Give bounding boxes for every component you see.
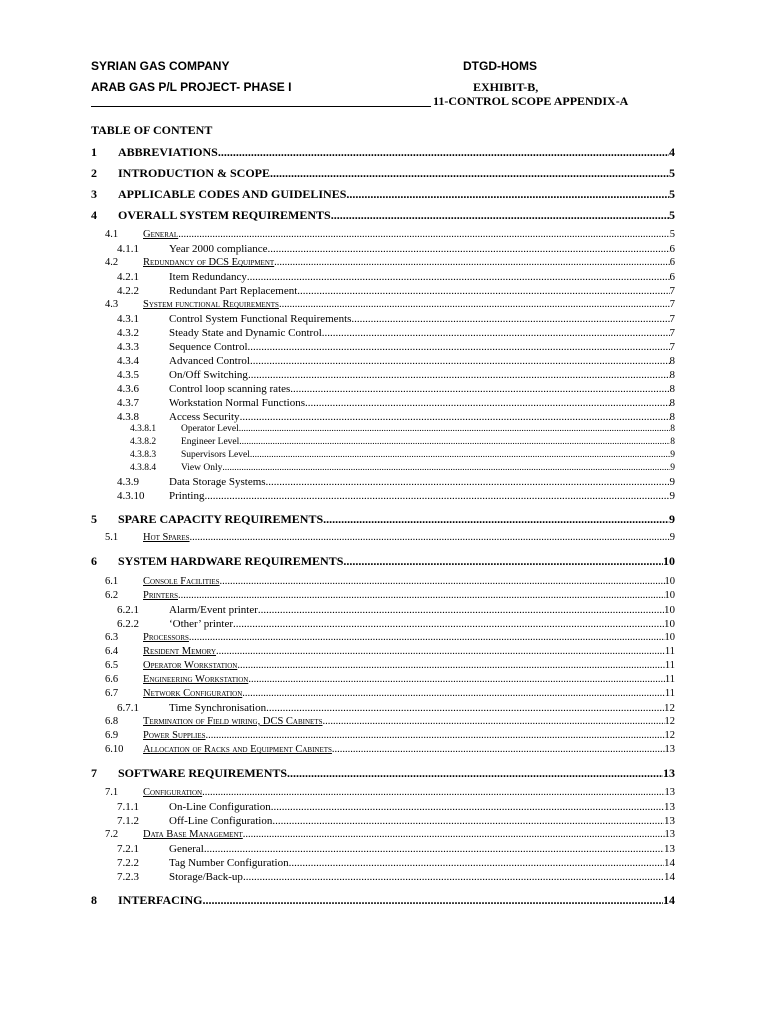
toc-entry[interactable]	[117, 604, 675, 616]
toc-entry-number: 7.2.2	[117, 857, 139, 869]
toc-entry-title: Data Storage Systems	[169, 476, 266, 488]
toc-entry[interactable]	[117, 476, 675, 488]
toc-entry-number: 4.3.1	[117, 313, 139, 325]
toc-entry-leader	[242, 688, 665, 699]
toc-entry-page: 10	[663, 554, 675, 568]
toc-entry-page: 8	[669, 411, 675, 423]
toc-entry-number: 4.3.8.3	[130, 450, 157, 460]
toc-entry[interactable]	[117, 843, 675, 855]
toc-entry[interactable]	[105, 744, 675, 755]
toc-entry-title: Printers	[143, 590, 179, 601]
toc-entry-page: 8	[670, 424, 675, 434]
toc-entry-page: 8	[669, 397, 675, 409]
toc-entry-number: 4.2	[105, 257, 119, 268]
toc-entry-leader	[248, 341, 670, 353]
toc-entry[interactable]	[117, 383, 675, 395]
exhibit-label: EXHIBIT-B,	[473, 80, 539, 94]
toc-entry-number: 6.7	[105, 688, 119, 699]
toc-entry[interactable]	[117, 857, 675, 869]
toc-entry-page: 11	[664, 660, 675, 671]
toc-entry-page: 13	[664, 829, 675, 840]
toc-entry-title: Operator Workstation	[143, 660, 238, 671]
toc-entry[interactable]	[91, 766, 675, 781]
toc-entry-title: Console Facilities	[143, 576, 220, 587]
toc-entry-number: 6	[91, 554, 97, 568]
toc-entry-number: 6.10	[105, 744, 124, 755]
toc-entry[interactable]	[117, 243, 675, 255]
toc-entry-page: 10	[664, 618, 675, 630]
toc-entry-number: 7.2.1	[117, 843, 139, 855]
toc-entry[interactable]	[105, 716, 675, 727]
toc-entry[interactable]	[117, 618, 675, 630]
toc-entry-title: Processors	[143, 632, 189, 643]
toc-entry[interactable]	[105, 257, 675, 268]
toc-entry-number: 5	[91, 512, 97, 526]
toc-entry-page: 14	[664, 857, 675, 869]
toc-entry-page: 12	[664, 702, 675, 714]
toc-entry-number: 4.2.1	[117, 271, 139, 283]
toc-entry[interactable]	[91, 554, 675, 569]
toc-entry[interactable]	[105, 532, 675, 543]
toc-entry-page: 13	[664, 744, 675, 755]
toc-entry-title: Access Security	[169, 411, 240, 423]
toc-entry-leader	[323, 512, 669, 527]
toc-entry[interactable]	[105, 299, 675, 310]
toc-entry-title: Storage/Back-up	[169, 871, 243, 883]
toc-entry[interactable]	[91, 145, 675, 160]
toc-entry-leader	[343, 554, 663, 569]
header-rule	[91, 106, 431, 107]
toc-entry-page: 10	[664, 576, 675, 587]
toc-entry-title: Engineer Level	[181, 437, 240, 447]
toc-entry-leader	[331, 208, 669, 223]
toc-entry-page: 8	[669, 355, 675, 367]
toc-entry-title: Data Base Management	[143, 829, 243, 840]
toc-entry-number: 6.5	[105, 660, 119, 671]
toc-entry-leader	[204, 490, 669, 502]
toc-entry-title: SPARE CAPACITY REQUIREMENTS	[118, 512, 324, 526]
toc-entry-title: Hot Spares	[143, 532, 190, 543]
toc-entry-number: 4.3.2	[117, 327, 139, 339]
toc-entry-number: 4.1.1	[117, 243, 139, 255]
toc-entry-leader	[266, 476, 670, 488]
toc-entry-page: 7	[669, 341, 675, 353]
toc-entry[interactable]	[117, 355, 675, 367]
toc-entry-page: 10	[664, 590, 675, 601]
toc-entry-title: Tag Number Configuration	[169, 857, 289, 869]
toc-entry[interactable]	[105, 632, 675, 643]
toc-entry-page: 7	[669, 299, 675, 310]
toc-entry-page: 7	[669, 285, 675, 297]
toc-entry-title: Power Supplies	[143, 730, 206, 741]
toc-entry[interactable]	[117, 327, 675, 339]
toc-entry-leader	[220, 576, 665, 587]
toc-entry-title: Workstation Normal Functions	[169, 397, 305, 409]
toc-entry-title: Off-Line Configuration	[169, 815, 273, 827]
toc-entry-page: 9	[669, 512, 675, 526]
toc-entry-title: ‘Other’ printer	[169, 618, 234, 630]
document-code: DTGD-HOMS	[463, 59, 537, 73]
toc-entry[interactable]	[105, 660, 675, 671]
toc-entry-leader	[190, 532, 670, 543]
toc-entry-leader	[248, 674, 665, 685]
toc-entry-number: 7.1	[105, 787, 119, 798]
project-name: ARAB GAS P/L PROJECT- PHASE I	[91, 80, 292, 94]
toc-entry-title: ABBREVIATIONS	[118, 145, 218, 159]
toc-entry-number: 4	[91, 208, 97, 222]
toc-entry-title: Time Synchronisation	[169, 702, 267, 714]
toc-entry-leader	[222, 463, 670, 473]
toc-entry-page: 5	[669, 229, 675, 240]
toc-entry-title: SOFTWARE REQUIREMENTS	[118, 766, 288, 780]
toc-entry-leader	[322, 327, 670, 339]
toc-entry-leader	[243, 829, 665, 840]
toc-entry-title: Control loop scanning rates	[169, 383, 291, 395]
toc-entry-page: 8	[669, 383, 675, 395]
toc-entry-page: 8	[670, 437, 675, 447]
toc-entry-title: General	[169, 843, 204, 855]
toc-entry[interactable]	[105, 829, 675, 840]
toc-entry-title: Steady State and Dynamic Control	[169, 327, 322, 339]
toc-entry-title: On/Off Switching	[169, 369, 248, 381]
toc-entry-number: 4.3.8.1	[130, 424, 157, 434]
toc-entry-number: 8	[91, 893, 97, 907]
company-name: SYRIAN GAS COMPANY	[91, 59, 230, 73]
toc-entry-number: 6.1	[105, 576, 119, 587]
toc-entry[interactable]	[117, 490, 675, 502]
toc-entry-number: 4.3	[105, 299, 119, 310]
toc-entry-title: Operator Level	[181, 424, 239, 434]
toc-entry[interactable]	[105, 590, 675, 601]
toc-entry-page: 5	[669, 208, 675, 222]
toc-entry-page: 10	[664, 604, 675, 616]
toc-entry-title: Redundancy of DCS Equipment	[143, 257, 275, 268]
toc-entry-title: Alarm/Event printer	[169, 604, 258, 616]
toc-entry[interactable]	[117, 871, 675, 883]
toc-entry-leader	[272, 815, 664, 827]
toc-entry-number: 4.3.6	[117, 383, 139, 395]
toc-entry-page: 7	[669, 313, 675, 325]
toc-entry-leader	[250, 355, 670, 367]
toc-entry-page: 4	[669, 145, 675, 159]
toc-entry-leader	[274, 257, 670, 268]
toc-entry-number: 2	[91, 166, 97, 180]
toc-entry-page: 13	[664, 815, 675, 827]
toc-entry[interactable]	[105, 730, 675, 741]
toc-entry-number: 6.8	[105, 716, 119, 727]
toc-entry-number: 6.3	[105, 632, 119, 643]
toc-entry-leader	[279, 299, 670, 310]
toc-entry-leader	[233, 618, 664, 630]
toc-entry-number: 6.2	[105, 590, 119, 601]
toc-entry-title: View Only	[181, 463, 223, 473]
toc-entry-number: 4.2.2	[117, 285, 139, 297]
toc-entry-leader	[290, 383, 669, 395]
toc-entry-title: INTRODUCTION & SCOPE	[118, 166, 271, 180]
toc-entry-number: 6.2.1	[117, 604, 139, 616]
toc-entry-number: 4.3.8	[117, 411, 139, 423]
toc-entry-title: Resident Memory	[143, 646, 217, 657]
toc-entry-leader	[289, 857, 664, 869]
toc-entry-page: 5	[669, 187, 675, 201]
toc-entry-number: 7.1.2	[117, 815, 139, 827]
toc-entry[interactable]	[117, 801, 675, 813]
toc-entry-leader	[267, 243, 669, 255]
toc-entry-leader	[237, 660, 665, 671]
toc-entry-number: 6.2.2	[117, 618, 139, 630]
toc-entry-leader	[266, 702, 664, 714]
toc-entry-leader	[346, 187, 669, 202]
toc-entry-leader	[351, 313, 669, 325]
toc-entry[interactable]	[117, 369, 675, 381]
toc-entry-page: 9	[669, 476, 675, 488]
toc-entry-page: 8	[669, 369, 675, 381]
toc-entry[interactable]	[117, 285, 675, 297]
toc-entry[interactable]	[117, 702, 675, 714]
toc-entry-title: General	[143, 229, 179, 240]
toc-entry-number: 6.9	[105, 730, 119, 741]
toc-entry-leader	[287, 766, 663, 781]
appendix-label: 11-CONTROL SCOPE APPENDIX-A	[433, 94, 629, 108]
toc-entry[interactable]	[91, 166, 675, 181]
toc-entry-page: 11	[664, 674, 675, 685]
toc-entry-title: Item Redundancy	[169, 271, 247, 283]
toc-entry[interactable]	[105, 229, 675, 240]
toc-entry-number: 7	[91, 766, 97, 780]
toc-entry-number: 4.3.10	[117, 490, 145, 502]
toc-entry[interactable]	[117, 341, 675, 353]
toc-entry-leader	[239, 424, 670, 434]
toc-entry-number: 4.3.5	[117, 369, 139, 381]
toc-entry-number: 7.2	[105, 829, 119, 840]
toc-entry-title: Year 2000 compliance	[169, 243, 268, 255]
toc-entry-page: 9	[670, 450, 675, 460]
toc-entry-title: Redundant Part Replacement	[169, 285, 298, 297]
toc-entry-number: 7.1.1	[117, 801, 139, 813]
toc-entry-page: 14	[663, 893, 675, 907]
toc-entry[interactable]	[91, 893, 675, 908]
toc-entry[interactable]	[105, 646, 675, 657]
toc-entry-title: Configuration	[143, 787, 203, 798]
toc-entry-page: 14	[664, 871, 675, 883]
toc-entry-leader	[258, 604, 664, 616]
toc-entry-leader	[178, 229, 670, 240]
toc-entry-leader	[297, 285, 669, 297]
toc-entry-number: 5.1	[105, 532, 119, 543]
toc-entry-leader	[240, 411, 670, 423]
toc-entry-page: 11	[664, 646, 675, 657]
toc-entry[interactable]	[91, 187, 675, 202]
toc-entry-leader	[239, 437, 670, 447]
toc-entry-number: 4.3.8.4	[130, 463, 157, 473]
toc-entry-page: 13	[663, 766, 675, 780]
toc-entry-leader	[270, 166, 669, 181]
toc-entry-leader	[247, 271, 670, 283]
toc-entry-page: 12	[664, 730, 675, 741]
toc-entry-number: 1	[91, 145, 97, 159]
toc-entry-number: 4.3.4	[117, 355, 139, 367]
toc-entry-leader	[248, 369, 670, 381]
toc-entry-leader	[202, 893, 663, 908]
toc-entry-leader	[332, 744, 665, 755]
toc-entry-title: On-Line Configuration	[169, 801, 271, 813]
toc-entry[interactable]	[105, 787, 675, 798]
toc-entry-number: 4.1	[105, 229, 119, 240]
toc-entry[interactable]	[91, 512, 675, 527]
toc-entry-page: 9	[669, 532, 675, 543]
toc-entry-number: 4.3.8.2	[130, 437, 157, 447]
toc-entry[interactable]	[130, 424, 675, 434]
toc-entry[interactable]	[117, 397, 675, 409]
toc-entry-title: APPLICABLE CODES AND GUIDELINES	[118, 187, 347, 201]
toc-entry-title: Network Configuration	[143, 688, 243, 699]
toc-entry-page: 10	[664, 632, 675, 643]
toc-entry-leader	[250, 450, 670, 460]
toc-entry-title: OVERALL SYSTEM REQUIREMENTS	[118, 208, 331, 222]
toc-entry-leader	[271, 801, 664, 813]
toc-entry-title: INTERFACING	[118, 893, 203, 907]
toc-entry-number: 6.4	[105, 646, 119, 657]
toc-entry-number: 4.3.7	[117, 397, 139, 409]
toc-entry-title: Control System Functional Requirements	[169, 313, 352, 325]
toc-entry-page: 13	[664, 843, 675, 855]
toc-entry-page: 13	[664, 787, 675, 798]
toc-entry[interactable]	[105, 688, 675, 699]
toc-entry-page: 6	[669, 271, 675, 283]
toc-entry-leader	[305, 397, 670, 409]
toc-entry[interactable]	[105, 576, 675, 587]
toc-entry[interactable]	[117, 313, 675, 325]
toc-entry-number: 6.6	[105, 674, 119, 685]
toc-entry-number: 7.2.3	[117, 871, 139, 883]
toc-entry[interactable]	[130, 450, 675, 460]
toc-entry-title: Allocation of Racks and Equipment Cabinets	[143, 744, 332, 755]
toc-entry-leader	[218, 145, 669, 160]
toc-entry[interactable]	[105, 674, 675, 685]
toc-entry-title: Advanced Control	[169, 355, 250, 367]
toc-entry-title: Termination of Field wiring, DCS Cabinets	[143, 716, 323, 727]
toc-entry-leader	[189, 632, 665, 643]
toc-entry-page: 12	[664, 716, 675, 727]
toc-entry-page: 7	[669, 327, 675, 339]
toc-entry-title: Supervisors Level	[181, 450, 250, 460]
toc-entry[interactable]	[117, 411, 675, 423]
toc-entry-number: 4.3.9	[117, 476, 139, 488]
toc-entry-number: 6.7.1	[117, 702, 139, 714]
toc-entry-page: 5	[669, 166, 675, 180]
toc-entry-title: Printing	[169, 490, 205, 502]
toc-title: TABLE OF CONTENT	[91, 123, 213, 137]
toc-entry-leader	[216, 646, 665, 657]
toc-entry-leader	[178, 590, 664, 601]
toc-entry-page: 13	[664, 801, 675, 813]
toc-entry-page: 9	[669, 490, 675, 502]
toc-entry-leader	[202, 787, 664, 798]
toc-entry[interactable]	[130, 437, 675, 447]
toc-entry-leader	[243, 871, 664, 883]
toc-entry-page: 6	[669, 243, 675, 255]
toc-entry[interactable]	[130, 463, 675, 473]
toc-entry-title: Sequence Control	[169, 341, 248, 353]
toc-entry-leader	[204, 843, 664, 855]
toc-entry-page: 6	[669, 257, 675, 268]
toc-entry[interactable]	[117, 815, 675, 827]
toc-entry[interactable]	[91, 208, 675, 223]
toc-entry-title: SYSTEM HARDWARE REQUIREMENTS	[118, 554, 344, 568]
toc-entry-number: 4.3.3	[117, 341, 139, 353]
toc-entry-leader	[322, 716, 664, 727]
toc-entry-page: 9	[670, 463, 675, 473]
toc-entry-number: 3	[91, 187, 97, 201]
toc-entry[interactable]	[117, 271, 675, 283]
toc-entry-title: System functional Requirements	[143, 299, 279, 310]
toc-entry-title: Engineering Workstation	[143, 674, 249, 685]
toc-entry-leader	[206, 730, 665, 741]
toc-entry-page: 11	[664, 688, 675, 699]
